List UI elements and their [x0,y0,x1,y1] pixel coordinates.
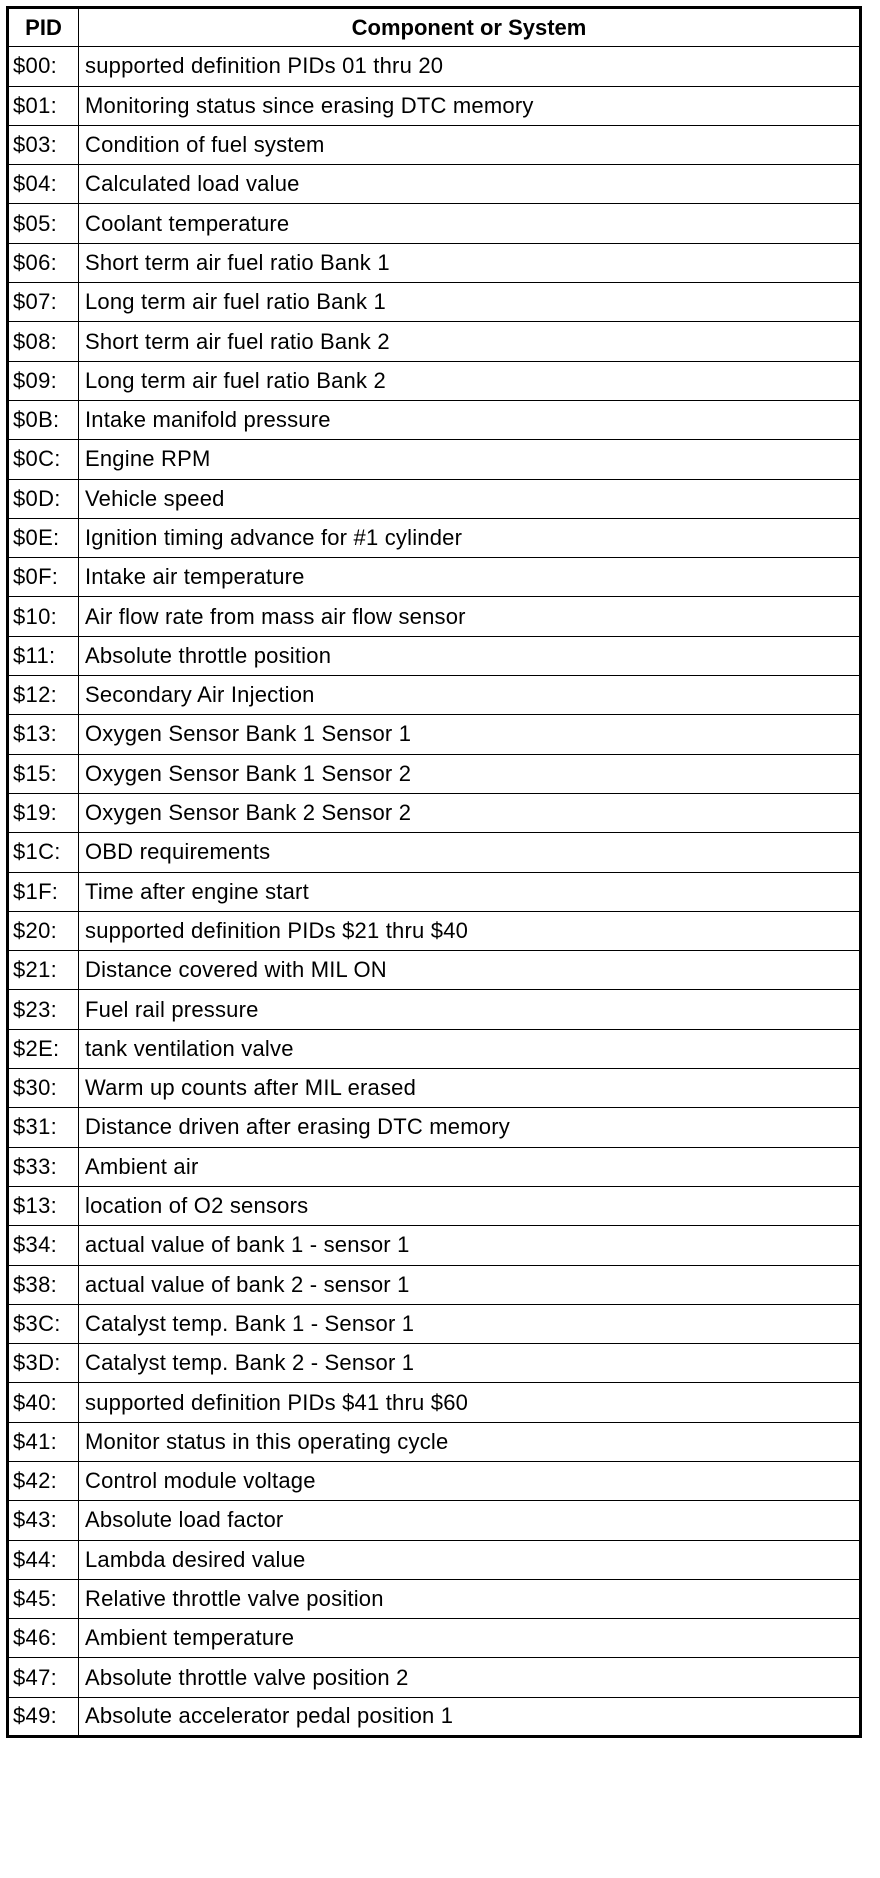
component-cell: Calculated load value [79,165,861,204]
component-cell: Air flow rate from mass air flow sensor [79,597,861,636]
component-cell: Monitoring status since erasing DTC memory [79,86,861,125]
table-row [8,1186,861,1225]
component-cell: tank ventilation valve [79,1029,861,1068]
pid-cell: $10: [8,597,79,636]
component-cell: Short term air fuel ratio Bank 2 [79,322,861,361]
pid-cell: $13: [8,715,79,754]
pid-cell: $15: [8,754,79,793]
pid-cell: $08: [8,322,79,361]
pid-column-header: PID [8,8,79,47]
component-cell: actual value of bank 1 - sensor 1 [79,1226,861,1265]
pid-cell: $21: [8,951,79,990]
component-cell: Distance covered with MIL ON [79,951,861,990]
pid-cell: $30: [8,1069,79,1108]
component-cell: Fuel rail pressure [79,990,861,1029]
component-cell: Short term air fuel ratio Bank 1 [79,243,861,282]
component-cell: Monitor status in this operating cycle [79,1422,861,1461]
pid-cell: $41: [8,1422,79,1461]
component-cell: Absolute load factor [79,1501,861,1540]
table-row [8,558,861,597]
table-row [8,400,861,439]
component-cell: supported definition PIDs $41 thru $60 [79,1383,861,1422]
component-cell: Ambient air [79,1147,861,1186]
component-cell: actual value of bank 2 - sensor 1 [79,1265,861,1304]
table-row [8,47,861,86]
table-row [8,872,861,911]
pid-cell: $03: [8,125,79,164]
table-row [8,1108,861,1147]
table-row [8,597,861,636]
pid-cell: $47: [8,1658,79,1697]
component-cell: Time after engine start [79,872,861,911]
pid-cell: $2E: [8,1029,79,1068]
pid-cell: $1F: [8,872,79,911]
table-row [8,990,861,1029]
component-cell: Intake air temperature [79,558,861,597]
table-row [8,479,861,518]
table-row [8,676,861,715]
component-cell: location of O2 sensors [79,1186,861,1225]
component-cell: Relative throttle valve position [79,1579,861,1618]
component-cell: Distance driven after erasing DTC memory [79,1108,861,1147]
table-row [8,1697,861,1736]
pid-cell: $12: [8,676,79,715]
pid-cell: $05: [8,204,79,243]
table-row [8,951,861,990]
pid-cell: $31: [8,1108,79,1147]
table-row [8,793,861,832]
table-body [8,47,861,1737]
table-row [8,1501,861,1540]
component-cell: Catalyst temp. Bank 1 - Sensor 1 [79,1304,861,1343]
component-cell: Oxygen Sensor Bank 1 Sensor 2 [79,754,861,793]
table-row [8,165,861,204]
table-row [8,204,861,243]
header-row [8,8,861,47]
table-row [8,283,861,322]
table-row [8,1069,861,1108]
pid-cell: $13: [8,1186,79,1225]
component-cell: Long term air fuel ratio Bank 2 [79,361,861,400]
table-row [8,1226,861,1265]
pid-cell: $3C: [8,1304,79,1343]
pid-cell: $20: [8,911,79,950]
component-cell: Secondary Air Injection [79,676,861,715]
pid-cell: $0E: [8,518,79,557]
component-cell: Lambda desired value [79,1540,861,1579]
component-cell: Vehicle speed [79,479,861,518]
pid-table [6,6,862,1738]
component-cell: Oxygen Sensor Bank 2 Sensor 2 [79,793,861,832]
table-row [8,1383,861,1422]
pid-cell: $00: [8,47,79,86]
pid-cell: $01: [8,86,79,125]
component-cell: Ambient temperature [79,1619,861,1658]
table-row [8,636,861,675]
table-row [8,1540,861,1579]
component-cell: Engine RPM [79,440,861,479]
table-row [8,1461,861,1500]
component-cell: Absolute throttle valve position 2 [79,1658,861,1697]
pid-cell: $0C: [8,440,79,479]
pid-cell: $19: [8,793,79,832]
table-row [8,86,861,125]
table-row [8,1147,861,1186]
component-cell: Condition of fuel system [79,125,861,164]
component-cell: supported definition PIDs 01 thru 20 [79,47,861,86]
component-cell: Oxygen Sensor Bank 1 Sensor 1 [79,715,861,754]
table-row [8,440,861,479]
table-row [8,361,861,400]
table-row [8,1619,861,1658]
pid-cell: $06: [8,243,79,282]
pid-cell: $42: [8,1461,79,1500]
table-row [8,715,861,754]
pid-cell: $33: [8,1147,79,1186]
component-cell: Long term air fuel ratio Bank 1 [79,283,861,322]
component-cell: Absolute throttle position [79,636,861,675]
pid-cell: $0F: [8,558,79,597]
component-cell: Control module voltage [79,1461,861,1500]
pid-cell: $09: [8,361,79,400]
pid-cell: $3D: [8,1344,79,1383]
table-row [8,1029,861,1068]
component-cell: Catalyst temp. Bank 2 - Sensor 1 [79,1344,861,1383]
pid-cell: $0D: [8,479,79,518]
pid-cell: $11: [8,636,79,675]
table-row [8,1658,861,1697]
table-header [8,8,861,47]
component-column-header: Component or System [79,8,861,47]
table-row [8,322,861,361]
component-cell: Warm up counts after MIL erased [79,1069,861,1108]
pid-cell: $44: [8,1540,79,1579]
pid-cell: $38: [8,1265,79,1304]
component-cell: OBD requirements [79,833,861,872]
component-cell: Ignition timing advance for #1 cylinder [79,518,861,557]
pid-cell: $49: [8,1697,79,1736]
table-row [8,754,861,793]
table-row [8,1265,861,1304]
pid-cell: $34: [8,1226,79,1265]
pid-cell: $07: [8,283,79,322]
pid-cell: $46: [8,1619,79,1658]
table-row [8,911,861,950]
table-row [8,125,861,164]
pid-cell: $40: [8,1383,79,1422]
table-row [8,518,861,557]
table-row [8,243,861,282]
component-cell: Coolant temperature [79,204,861,243]
component-cell: Intake manifold pressure [79,400,861,439]
table-row [8,833,861,872]
pid-cell: $04: [8,165,79,204]
table-row [8,1304,861,1343]
pid-cell: $43: [8,1501,79,1540]
component-cell: Absolute accelerator pedal position 1 [79,1697,861,1736]
pid-cell: $0B: [8,400,79,439]
pid-cell: $1C: [8,833,79,872]
table-row [8,1422,861,1461]
table-row [8,1344,861,1383]
table-row [8,1579,861,1618]
pid-cell: $23: [8,990,79,1029]
component-cell: supported definition PIDs $21 thru $40 [79,911,861,950]
pid-cell: $45: [8,1579,79,1618]
